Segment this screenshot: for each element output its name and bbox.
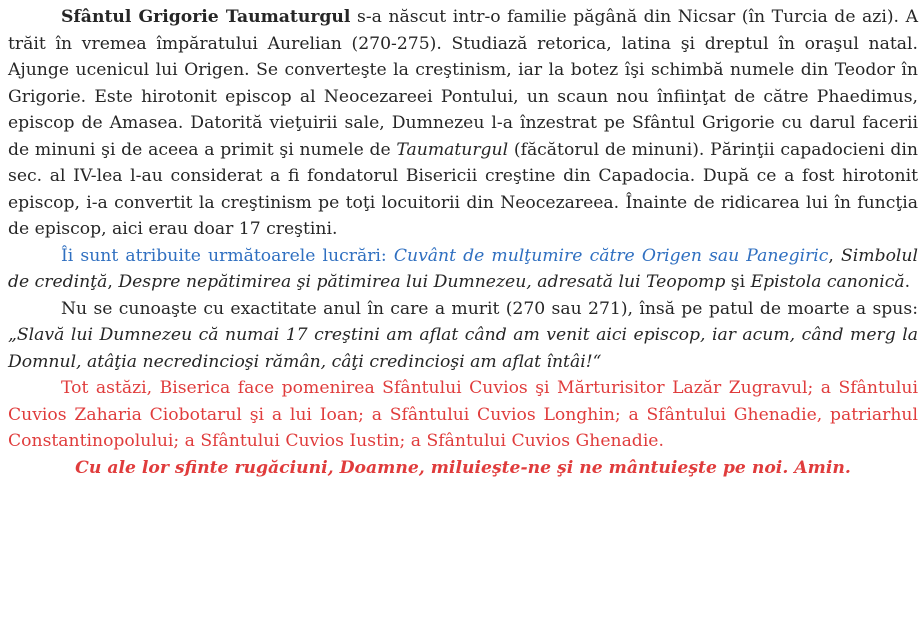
last-words-quote: „Slavă lui Dumnezeu că numai 17 creştini am aflat când am venit aici episcop, iar acum, când merg la Domnul, atâţia necredincioşi rămân, câţi credincioşi am aflat întâi!“ xyxy=(8,325,918,372)
paragraph-biography xyxy=(8,4,918,243)
work-title-2: Simbolul de credinţă xyxy=(8,245,918,292)
works-separator-3: şi xyxy=(725,272,751,292)
saint-name: Sfântul Grigorie Taumaturgul xyxy=(61,7,351,27)
work-title-1: Cuvânt de mulţumire către Origen sau Panegiric xyxy=(393,245,829,266)
works-end: . xyxy=(904,272,911,292)
work-title-4: Epistola canonică xyxy=(750,272,905,292)
paragraph-commemorations xyxy=(8,375,918,455)
biography-italic-word: Taumaturgul xyxy=(396,139,509,160)
commemorations-text: Tot astăzi, Biserica face pomenirea Sfântului Cuvios şi Mărturisitor Lazăr Zugravul; a Sfântului Cuvios Zaharia Ciobotarul şi a lui Ioan; a Sfântului Cuvios Longhin; a Sfântului Ghenadie, patriarhul Constantinopolului; a Sfântului Cuvios Iustin; a Sfântului Cuvios Ghenadie. xyxy=(8,378,918,451)
closing-prayer: Cu ale lor sfinte rugăciuni, Doamne, miluieşte-ne şi ne mântuieşte pe noi. Amin. xyxy=(75,457,851,478)
document-body xyxy=(8,4,918,481)
paragraph-works xyxy=(8,243,918,296)
biography-text-a: s-a născut intr-o familie păgână din Nicsar (în Turcia de azi). A trăit în vremea împăratului Aurelian (270-275). Studiază retorica, latina şi dreptul în oraşul natal. Ajunge ucenicul lui Origen. Se converteşte la creştinism, iar la botez îşi schimbă numele din Teodor în Grigorie. Este hirotonit episcop al Neocezareei Pontului, un scaun nou înfiinţat de către Phaedimus, episcop de Amasea. Datorită vieţuirii sale, Dumnezeu l-a înzestrat pe Sfântul Grigorie cu darul facerii de minuni şi de aceea a primit şi numele de xyxy=(8,7,918,160)
works-intro: Îi sunt atribuite următoarele lucrări: xyxy=(61,245,394,266)
paragraph-death xyxy=(8,296,918,376)
death-text: Nu se cunoaşte cu exactitate anul în care a murit (270 sau 271), însă pe patul de moarte a spus: xyxy=(61,298,918,319)
work-title-3: Despre nepătimirea şi pătimirea lui Dumnezeu, adresată lui Teopomp xyxy=(118,272,726,292)
works-separator-2: , xyxy=(107,272,119,292)
works-separator-1: , xyxy=(828,245,841,266)
biography-text-b: (făcătorul de minuni). Părinţii capadocieni din sec. al IV-lea l-au considerat a fi fondatorul Bisericii creştine din Capadocia. După ce a fost hirotonit episcop, i-a convertit la creştinism pe toţi locuitorii din Neocezareea. Înainte de ridicarea lui în funcţia de episcop, aici erau doar 17 creştini. xyxy=(8,139,918,239)
